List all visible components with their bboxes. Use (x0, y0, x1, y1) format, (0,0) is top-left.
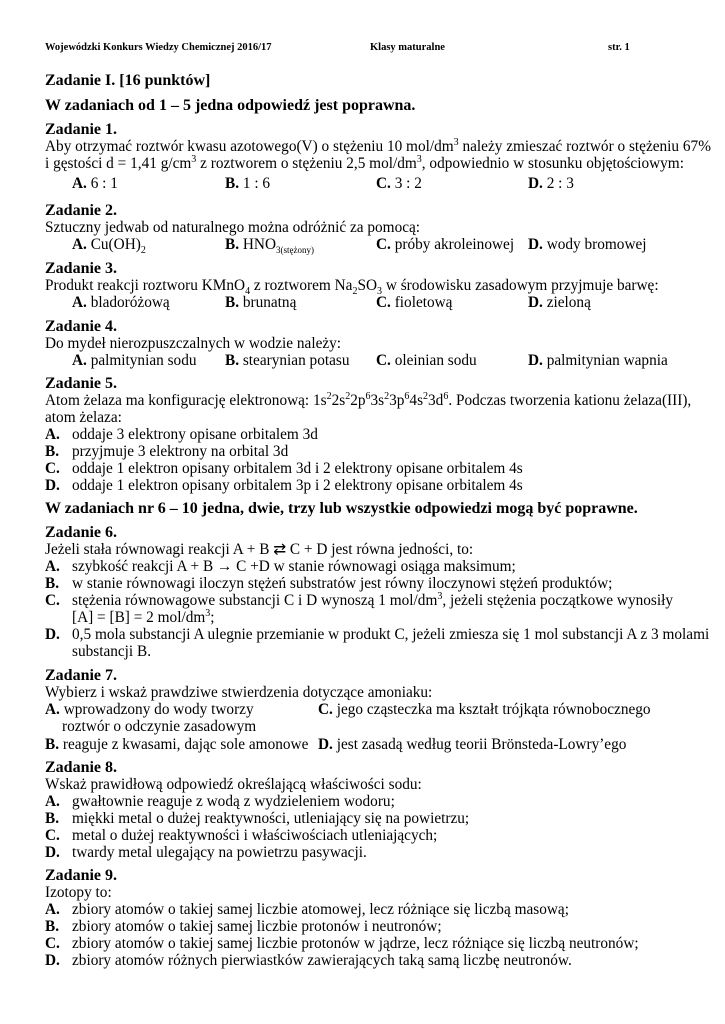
z1-title: Zadanie 1. (45, 121, 118, 138)
z3-option-b[interactable]: B. brunatną (225, 294, 297, 311)
z4-option-d[interactable]: D. palmitynian wapnia (528, 352, 668, 369)
z5-option-a[interactable]: A. oddaje 3 elektrony opisane orbitalem 3d (45, 426, 318, 443)
z6-question: Jeżeli stała równowagi reakcji A + B ⇄ C + D jest równa jedności, to: (45, 541, 474, 558)
z3-option-c[interactable]: C. fioletową (376, 294, 453, 311)
z9-option-b[interactable]: B. zbiory atomów o takiej samej liczbie protonów i neutronów; (45, 918, 442, 935)
z6-option-b[interactable]: B. w stanie równowagi iloczyn stężeń substratów jest równy iloczynowi stężeń produktów; (45, 575, 613, 592)
section-title: Zadanie I. [16 punktów] (45, 72, 211, 89)
z1-question-line1: Aby otrzymać roztwór kwasu azotowego(V) o stężeniu 10 mol/$dm^3$ należy zmieszać roztwór o stężeniu 67% (45, 136, 711, 155)
z7-option-d[interactable]: D. jest zasadą według teorii Brönsteda-Lowry’ego (318, 736, 627, 753)
z2-option-c[interactable]: C. próby akroleinowej (376, 236, 515, 253)
z3-option-d[interactable]: D. zieloną (528, 294, 591, 311)
z9-title: Zadanie 9. (45, 867, 118, 884)
z7-title: Zadanie 7. (45, 667, 118, 684)
z9-option-d[interactable]: D. zbiory atomów różnych pierwiastków zawierających taką samą liczbę neutronów. (45, 952, 572, 969)
z9-option-c[interactable]: C. zbiory atomów o takiej samej liczbie protonów w jądrze, lecz różniące się liczbą neutronów; (45, 935, 639, 952)
instruction-6-10: W zadaniach nr 6 – 10 jedna, dwie, trzy lub wszystkie odpowiedzi mogą być poprawne. (45, 500, 638, 517)
z5-title: Zadanie 5. (45, 375, 118, 392)
z7-option-c[interactable]: C. jego cząsteczka ma kształt trójkąta równobocznego (318, 701, 651, 718)
z5-option-b[interactable]: B. przyjmuje 3 elektrony na orbital 3d (45, 443, 289, 460)
z1-option-b[interactable]: B. 1 : 6 (225, 175, 271, 192)
z2-option-b[interactable]: B. $HNO_{3(stężony)}$ (225, 236, 314, 256)
z1-question-line2: i gęstości d = 1,41 $g/cm^3$ z roztworem o stężeniu 2,5 mol/$dm^3$, odpowiednio w stosunku objętościowym: (45, 153, 684, 172)
z8-option-c[interactable]: C. metal o dużej reaktywności i właściwościach utleniających; (45, 827, 438, 844)
header-center: Klasy maturalne (370, 42, 445, 53)
header-left: Wojewódzki Konkurs Wiedzy Chemicznej 2016/17 (45, 42, 272, 53)
z4-option-a[interactable]: A. palmitynian sodu (72, 352, 197, 369)
z4-question: Do mydeł nierozpuszczalnych w wodzie należy: (45, 335, 342, 352)
z6-option-d-cont: substancji B. (72, 643, 152, 660)
z7-question: Wybierz i wskaż prawdziwe stwierdzenia dotyczące amoniaku: (45, 684, 433, 701)
z3-option-a[interactable]: A. bladoróżową (72, 294, 170, 311)
z5-question-line2: atom żelaza: (45, 409, 122, 426)
z6-title: Zadanie 6. (45, 524, 118, 541)
z2-title: Zadanie 2. (45, 202, 118, 219)
z1-option-c[interactable]: C. 3 : 2 (376, 175, 422, 192)
z4-option-c[interactable]: C. oleinian sodu (376, 352, 477, 369)
z7-option-b[interactable]: B. reaguje z kwasami, dając sole amonowe (45, 736, 309, 753)
z5-option-c[interactable]: C. oddaje 1 elektron opisany orbitalem 3d i 2 elektrony opisane orbitalem 4s (45, 460, 523, 477)
z3-question: Produkt reakcji roztworu KMnO$_4$ z roztworem $Na_2SO_3$ w środowisku zasadowym przyjmuje barwę: (45, 277, 659, 298)
z6-option-a[interactable]: A. szybkość reakcji A + B → C +D w stanie równowagi osiąga maksimum; (45, 558, 516, 575)
reaction-arrow-icon: → (217, 558, 233, 575)
z8-option-d[interactable]: D. twardy metal ulegający na powietrzu pasywacji. (45, 844, 367, 861)
z7-option-a-cont: roztwór o odczynie zasadowym (62, 718, 257, 735)
z8-option-a[interactable]: A. gwałtownie reaguje z wodą z wydzieleniem wodoru; (45, 793, 395, 810)
z2-option-a[interactable]: A. $Cu(OH)_2$ (72, 236, 146, 257)
instruction-1-5: W zadaniach od 1 – 5 jedna odpowiedź jest poprawna. (45, 97, 416, 114)
z5-question-line1: Atom żelaza ma konfigurację elektronową: $1s^22s^22p^63s^23p^64s^23d^6$. Podczas tworzenia kationu żelaza(III), (45, 390, 692, 409)
z7-option-a[interactable]: A. wprowadzony do wody tworzy (45, 701, 254, 718)
z6-option-c-cont: [A] = [B] = 2 mol/$dm^3$; (72, 607, 215, 626)
equilibrium-arrow-icon: ⇄ (273, 541, 287, 558)
z3-title: Zadanie 3. (45, 260, 118, 277)
z2-question: Sztuczny jedwab od naturalnego można odróżnić za pomocą: (45, 219, 421, 236)
z6-option-d[interactable]: D. 0,5 mola substancji A ulegnie przemianie w produkt C, jeżeli zmiesza się 1 mol substancji A z 3 molami (45, 626, 710, 643)
z5-option-d[interactable]: D. oddaje 1 elektron opisany orbitalem 3p i 2 elektrony opisane orbitalem 4s (45, 477, 523, 494)
z8-question: Wskaż prawidłową odpowiedź określającą właściwości sodu: (45, 776, 422, 793)
z1-option-d[interactable]: D. 2 : 3 (528, 175, 574, 192)
z4-option-b[interactable]: B. stearynian potasu (225, 352, 350, 369)
z8-title: Zadanie 8. (45, 759, 118, 776)
header-page-number: str. 1 (608, 42, 630, 53)
z4-title: Zadanie 4. (45, 318, 118, 335)
z2-option-d[interactable]: D. wody bromowej (528, 236, 647, 253)
z9-option-a[interactable]: A. zbiory atomów o takiej samej liczbie atomowej, lecz różniące się liczbą masową; (45, 901, 569, 918)
z6-option-c[interactable]: C. stężenia równowagowe substancji C i D wynoszą 1 mol/$dm^3$, jeżeli stężenia początkowe wynosiły (45, 590, 674, 609)
z8-option-b[interactable]: B. miękki metal o dużej reaktywności, utleniający się na powietrzu; (45, 810, 470, 827)
z9-question: Izotopy to: (45, 884, 112, 901)
z1-option-a[interactable]: A. 6 : 1 (72, 175, 118, 192)
